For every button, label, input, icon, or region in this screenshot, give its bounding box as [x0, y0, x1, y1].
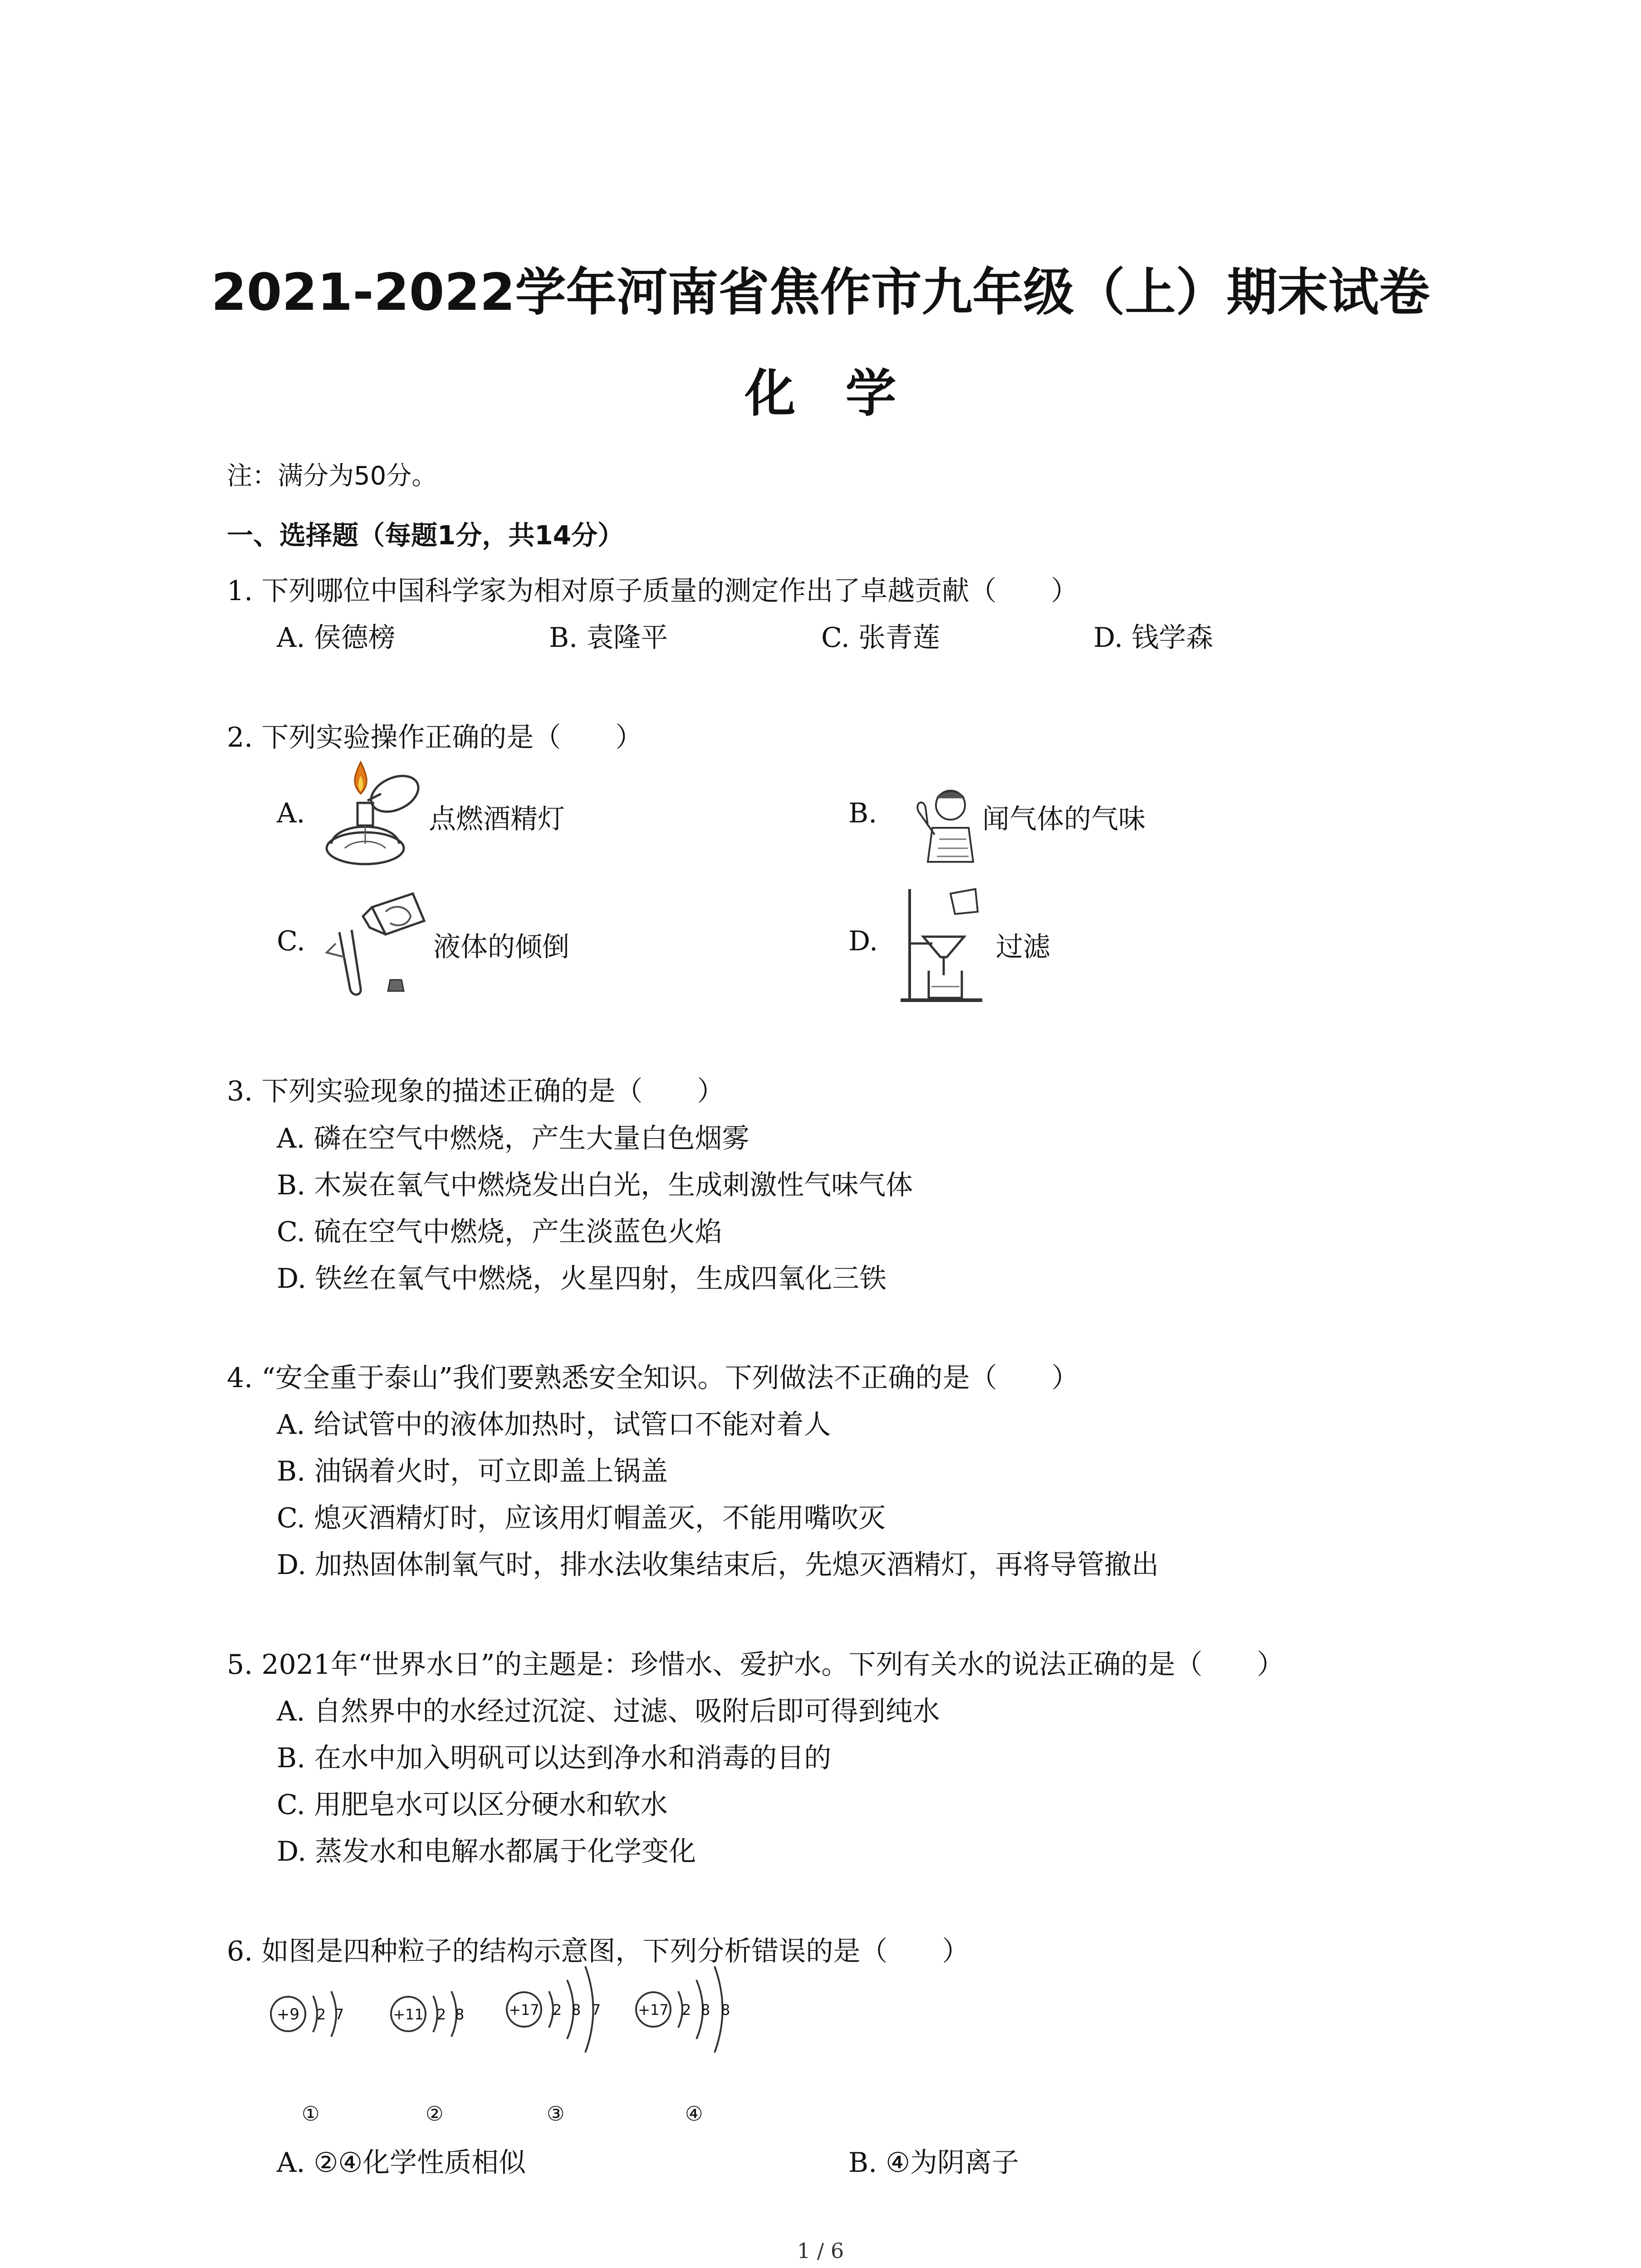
particle-2-nucleus: +11 [393, 2006, 424, 2023]
particle-4-shell-1: 2 [681, 2001, 691, 2019]
particle-2-shell-1: 2 [436, 2006, 446, 2023]
question-4-option-c: C. 熄灭酒精灯时，应该用灯帽盖灭，不能用嘴吹灭 [277, 1502, 886, 1534]
particle-2-shell-2: 8 [455, 2006, 465, 2023]
particle-structure-diagram-2 [388, 1982, 479, 2046]
particle-3-shell-2: 8 [571, 2001, 581, 2019]
smelling-gas-icon [901, 785, 980, 864]
question-4-option-a: A. 给试管中的液体加热时，试管口不能对着人 [277, 1409, 831, 1441]
question-2-option-a-letter: A. [277, 797, 305, 829]
question-6-option-a: A. ②④化学性质相似 [277, 2147, 526, 2179]
question-1-stem: 1. 下列哪位中国科学家为相对原子质量的测定作出了卓越贡献（ ） [227, 575, 1078, 607]
particle-2-label: ② [426, 2102, 444, 2126]
question-3-option-a: A. 磷在空气中燃烧，产生大量白色烟雾 [277, 1123, 749, 1154]
section-heading: 一、选择题（每题1分，共14分） [227, 520, 624, 551]
question-1-option-d: D. 钱学森 [1093, 622, 1214, 654]
page-title: 2021-2022学年河南省焦作市九年级（上）期末试卷 [211, 263, 1430, 322]
particle-4-label: ④ [685, 2102, 703, 2126]
particle-1-label: ① [302, 2102, 320, 2126]
pouring-liquid-icon [318, 889, 431, 998]
question-2-option-c-letter: C. [277, 925, 305, 957]
particle-structure-diagram-4 [633, 1960, 751, 2059]
question-5-option-b: B. 在水中加入明矾可以达到净水和消毒的目的 [277, 1742, 832, 1774]
question-2-option-d-letter: D. [848, 925, 878, 957]
question-3-option-c: C. 硫在空气中燃烧，产生淡蓝色火焰 [277, 1216, 722, 1248]
subject-title: 化学 [745, 364, 946, 423]
question-2-option-d-caption: 过滤 [996, 931, 1050, 963]
alcohol-lamp-lighting-icon [318, 758, 436, 871]
question-5-option-a: A. 自然界中的水经过沉淀、过滤、吸附后即可得到纯水 [277, 1696, 940, 1727]
particle-1-shell-1: 2 [316, 2006, 326, 2023]
particle-structure-diagram-3 [504, 1960, 622, 2059]
particle-3-nucleus: +17 [509, 2001, 539, 2019]
question-5-stem: 5. 2021年“世界水日”的主题是：珍惜水、爱护水。下列有关水的说法正确的是（ ） [227, 1649, 1284, 1681]
score-note: 注：满分为50分。 [227, 461, 437, 491]
particle-3-label: ③ [547, 2102, 565, 2126]
question-3-option-b: B. 木炭在氧气中燃烧发出白光，生成刺激性气味气体 [277, 1169, 913, 1201]
particle-1-shell-2: 7 [334, 2006, 344, 2023]
question-4-stem: 4. “安全重于泰山”我们要熟悉安全知识。下列做法不正确的是（ ） [227, 1362, 1079, 1394]
question-3-stem: 3. 下列实验现象的描述正确的是（ ） [227, 1075, 725, 1107]
question-6-stem: 6. 如图是四种粒子的结构示意图，下列分析错误的是（ ） [227, 1936, 970, 1967]
particle-4-nucleus: +17 [638, 2001, 669, 2019]
question-6-option-b: B. ④为阴离子 [848, 2147, 1019, 2179]
question-1-option-b: B. 袁隆平 [549, 622, 668, 654]
particle-1-nucleus: +9 [276, 2005, 300, 2024]
question-4-option-d: D. 加热固体制氧气时，排水法收集结束后，先熄灭酒精灯，再将导管撤出 [277, 1549, 1159, 1581]
question-1-option-c: C. 张青莲 [821, 622, 940, 654]
filtration-icon [896, 885, 987, 1007]
question-3-option-d: D. 铁丝在氧气中燃烧，火星四射，生成四氧化三铁 [277, 1263, 887, 1295]
question-2-option-b-caption: 闻气体的气味 [982, 803, 1146, 835]
question-2-option-c-caption: 液体的倾倒 [433, 931, 569, 963]
question-5-option-c: C. 用肥皂水可以区分硬水和软水 [277, 1789, 668, 1821]
particle-4-shell-2: 8 [700, 2001, 710, 2019]
particle-3-shell-3: 7 [591, 2001, 601, 2019]
particle-4-shell-3: 8 [720, 2001, 730, 2019]
question-2-option-b-letter: B. [848, 797, 877, 829]
question-5-option-d: D. 蒸发水和电解水都属于化学变化 [277, 1836, 696, 1867]
question-2-stem: 2. 下列实验操作正确的是（ ） [227, 722, 643, 753]
question-4-option-b: B. 油锅着火时，可立即盖上锅盖 [277, 1456, 668, 1487]
particle-structure-diagram-1 [268, 1982, 358, 2046]
particle-3-shell-1: 2 [552, 2001, 562, 2019]
question-2-option-a-caption: 点燃酒精灯 [429, 803, 565, 835]
question-1-option-a: A. 侯德榜 [277, 622, 396, 654]
page-number: 1 / 6 [797, 2239, 844, 2263]
